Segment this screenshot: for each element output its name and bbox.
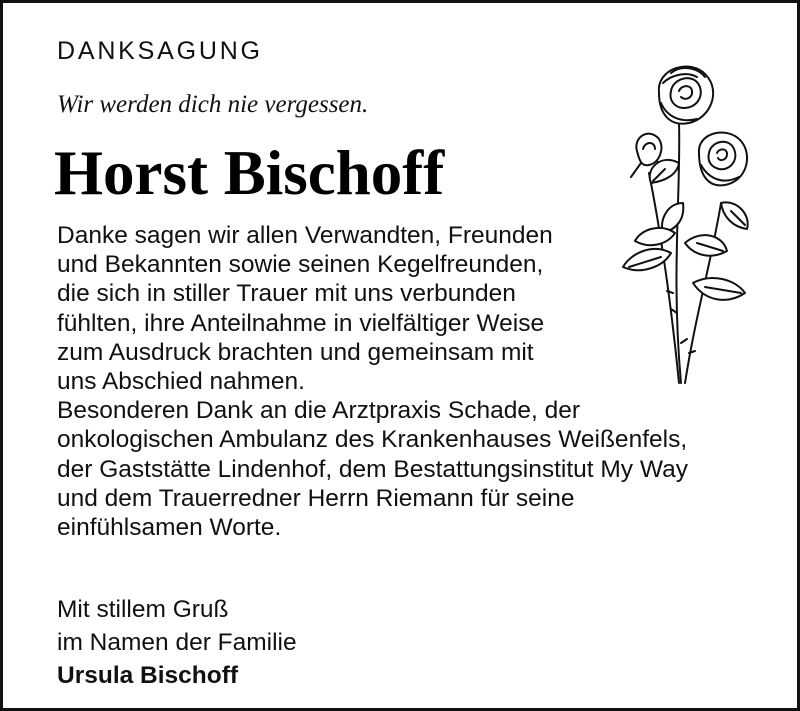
thanks-text <box>57 221 757 542</box>
right-rose <box>699 132 747 185</box>
thanks-line: uns Abschied nahmen. <box>57 368 305 396</box>
thanks-line: die sich in stiller Trauer mit uns verbunden <box>57 280 516 308</box>
closing-line: Mit stillem Gruß <box>57 596 229 623</box>
closing-block <box>57 593 297 692</box>
thanks-line: onkologischen Ambulanz des Krankenhauses Weißenfels, <box>57 426 688 454</box>
thanks-line: Danke sagen wir allen Verwandten, Freunden <box>57 222 553 249</box>
deceased-name: Horst Bischoff <box>54 138 445 208</box>
thanks-line: und dem Trauerredner Herrn Riemann für seine <box>57 484 575 512</box>
thanks-line: fühlten, ihre Anteilnahme in vielfältiger Weise <box>57 309 545 337</box>
notice-motto: Wir werden dich nie vergessen. <box>57 91 369 118</box>
top-rose <box>659 67 713 124</box>
thanks-line: der Gaststätte Lindenhof, dem Bestattungsinstitut My Way <box>57 455 688 483</box>
thanks-line: und Bekannten sowie seinen Kegelfreunden, <box>57 251 544 279</box>
thanks-line: zum Ausdruck brachten und gemeinsam mit <box>57 338 534 366</box>
closing-line: im Namen der Familie <box>57 629 297 656</box>
thanks-line: einfühlsamen Worte. <box>57 514 282 542</box>
signature: Ursula Bischoff <box>57 662 239 689</box>
thanks-line: Besonderen Dank an die Arztpraxis Schade, der <box>57 397 580 425</box>
notice-heading: DANKSAGUNG <box>57 37 263 65</box>
